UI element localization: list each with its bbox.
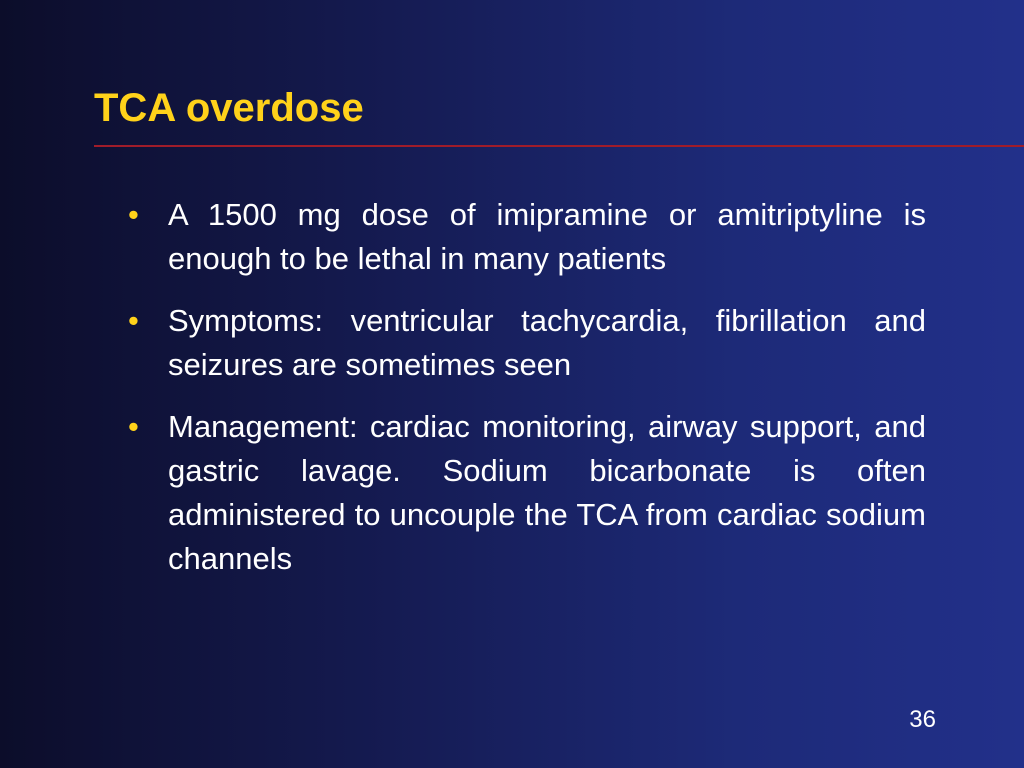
title-divider <box>94 145 1024 147</box>
bullet-text: A 1500 mg dose of imipramine or amitriptyline is enough to be lethal in many patients <box>168 197 926 276</box>
page-number: 36 <box>909 706 936 733</box>
bullet-text: Symptoms: ventricular tachycardia, fibrillation and seizures are sometimes seen <box>168 303 926 382</box>
slide-title: TCA overdose <box>94 86 364 130</box>
bullet-list <box>128 193 926 599</box>
bullet-icon: • <box>128 197 139 232</box>
bullet-item <box>128 299 926 387</box>
bullet-item <box>128 193 926 281</box>
bullet-icon: • <box>128 303 139 338</box>
bullet-text: Management: cardiac monitoring, airway support, and gastric lavage. Sodium bicarbonate is often administered to uncouple the TCA from cardiac sodium channels <box>168 409 926 576</box>
bullet-icon: • <box>128 409 139 444</box>
bullet-item <box>128 405 926 581</box>
